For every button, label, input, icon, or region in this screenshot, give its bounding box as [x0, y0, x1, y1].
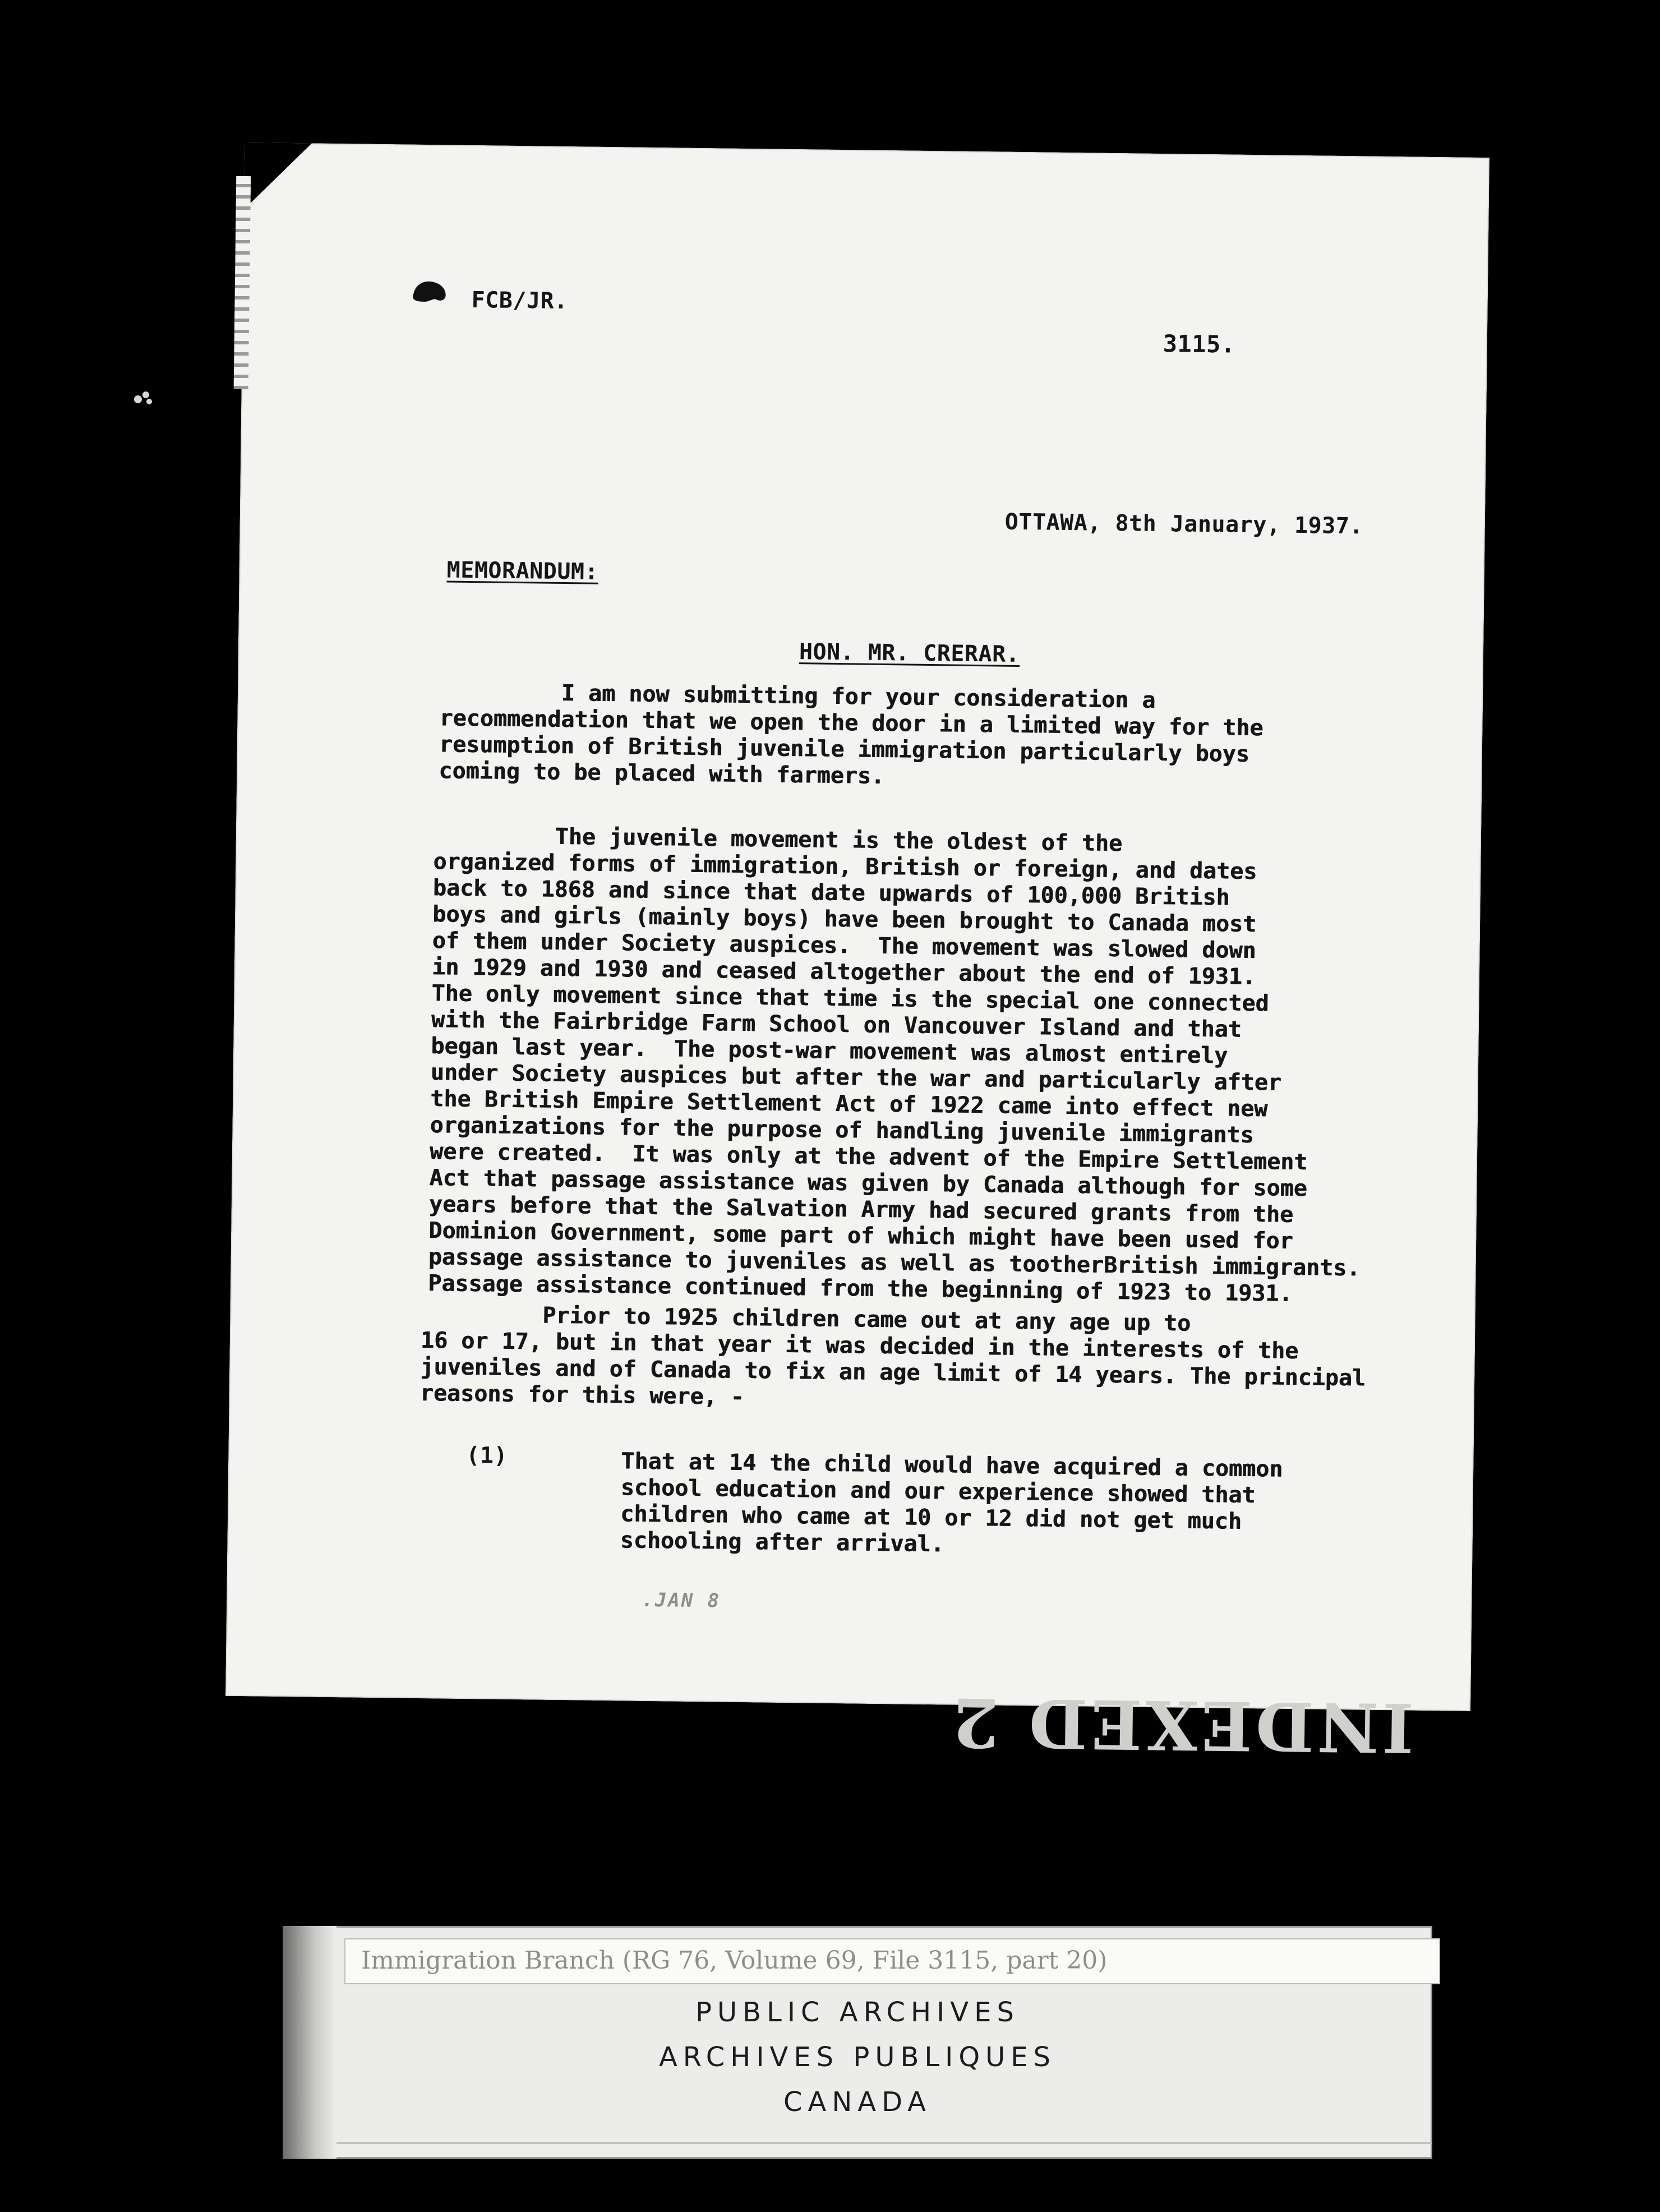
file-reference-strip	[344, 1938, 1440, 1984]
item-text: That at 14 the child would have acquired a common school education and our experience showed that children who came at 10 or 12 did not get much schooling after arrival.	[620, 1448, 1283, 1557]
memo-heading: MEMORANDUM:	[446, 557, 599, 585]
folded-corner	[244, 142, 312, 210]
addressee: HON. MR. CRERAR.	[799, 639, 1020, 667]
tape-edge	[336, 2142, 1432, 2144]
speck-icon	[132, 388, 155, 407]
file-reference: Immigration Branch (RG 76, Volume 69, File 3115, part 20)	[361, 1946, 1108, 1975]
archive-line-1: PUBLIC ARCHIVES	[695, 1997, 1020, 2028]
item-marker: (1)	[466, 1443, 508, 1469]
reference-initials: FCB/JR.	[471, 287, 568, 315]
paragraph-3: Prior to 1925 children came out at any age up to 16 or 17, but in that year it was decided in the interests of the juveniles and of Canada to fix an age limit of 14 years. The principal reasons for this were, -	[419, 1301, 1366, 1411]
paragraph-2: The juvenile movement is the oldest of the organized forms of immigration, British or foreign, and dates back to 1868 and since that date upwards of 100,000 British boys and girls (mainly boys) have been brought to Canada most of them under Society auspices. The movement was slowed down in 1929 and 1930 and ceased altogether about the end of 1931. The only movement since that time is the special one connected with the Fairbridge Farm School on Vancouver Island and that began last year. The post-war movement was almost entirely under Society auspices but after the war and particularly after the British Empire Settlement Act of 1922 came into effect new organizations for the purpose of handling juvenile immigrants were created. It was only at the advent of the Empire Settlement Act that passage assistance was given by Canada although for some years before that the Salvation Army had secured grants from the Dominion Government, some part of which might have been used for passage assistance to juveniles as well as tootherBritish immigrants. Passage assistance continued from the beginning of 1923 to 1931.	[427, 822, 1361, 1307]
memo-page	[225, 142, 1490, 1767]
indexed-stamp: INDEXED 2	[948, 1682, 1414, 1767]
archive-label	[283, 1926, 1432, 2159]
staple-edge-marks	[234, 176, 251, 389]
archive-line-2: ARCHIVES PUBLIQUES	[658, 2042, 1057, 2073]
ink-blot-icon	[411, 279, 449, 305]
file-number: 3115.	[1163, 330, 1235, 358]
paragraph-1: I am now submitting for your consideration a recommendation that we open the door in a limited way for the resumption of British juvenile immigration particularly boys coming to be placed with farmers.	[439, 679, 1264, 790]
place-date: OTTAWA, 8th January, 1937.	[1004, 509, 1364, 540]
received-stamp: .JAN 8	[642, 1588, 721, 1612]
archive-line-3: CANADA	[783, 2086, 932, 2118]
